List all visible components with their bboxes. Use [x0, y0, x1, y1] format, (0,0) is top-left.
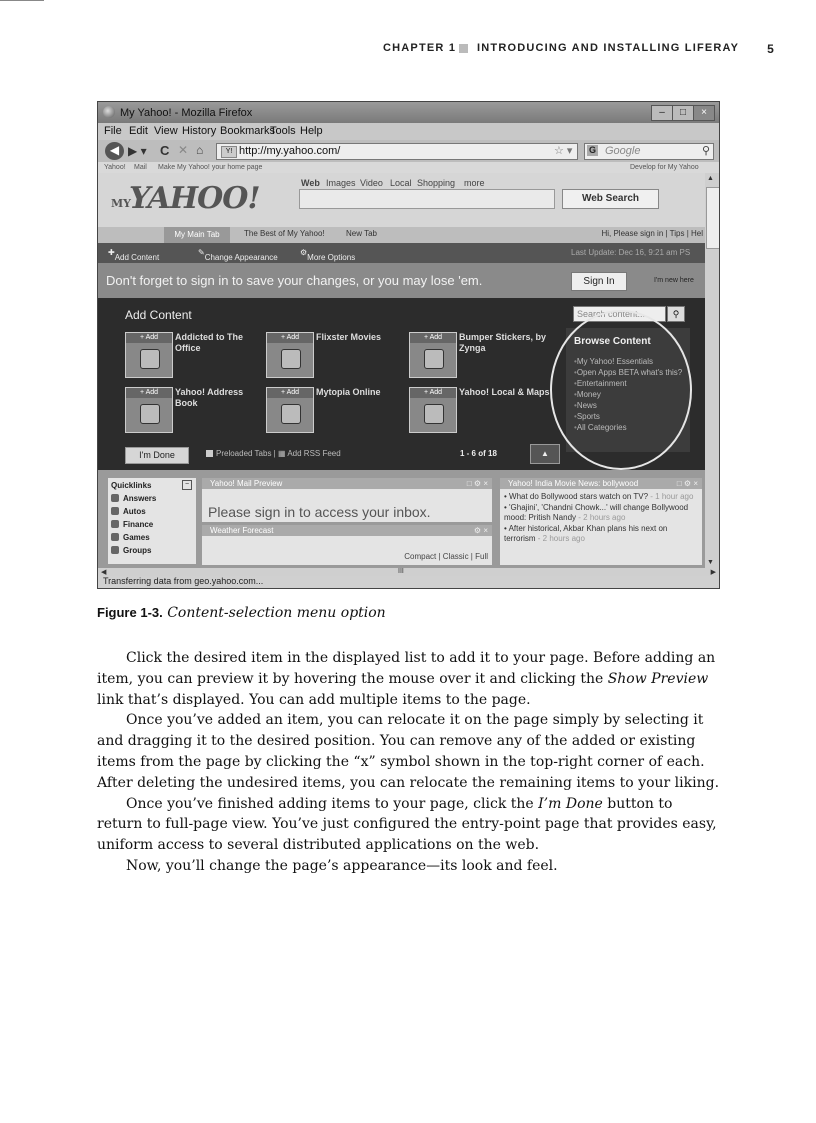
answers-icon: [111, 494, 119, 502]
browse-item[interactable]: • News: [574, 400, 682, 411]
sign-in-button[interactable]: Sign In: [571, 272, 627, 291]
module-title: Weather Forecast: [210, 526, 274, 535]
minimize-icon[interactable]: –: [651, 105, 673, 121]
search-tab-local[interactable]: Local: [390, 178, 412, 188]
bookmark-star-icon[interactable]: ☆ ▾: [554, 145, 573, 157]
news-headline[interactable]: 'Ghajini', 'Chandni Chowk...' will change Bollywood mood: Pritish Nandy: [504, 503, 689, 522]
panel-options: Preloaded Tabs | ▦ Add RSS Feed: [206, 449, 341, 458]
map-icon: [424, 404, 444, 424]
next-page-icon[interactable]: ▲: [530, 444, 560, 464]
highlight-circle: [550, 310, 692, 470]
item-thumbnail[interactable]: [266, 387, 314, 433]
preloaded-tabs-label[interactable]: Preloaded Tabs: [216, 449, 272, 458]
add-content-label: Add Content: [114, 253, 160, 262]
content-item[interactable]: [409, 387, 549, 433]
window-titlebar: [98, 102, 719, 123]
search-tab-more[interactable]: more: [464, 178, 485, 188]
body-text: [97, 648, 719, 877]
magnifier-icon[interactable]: ⚲: [701, 145, 710, 157]
module-controls[interactable]: □ ⚙ ×: [676, 479, 698, 488]
module-header[interactable]: [202, 525, 492, 536]
quicklink-item[interactable]: [111, 505, 156, 518]
logo-my: MY: [111, 197, 132, 210]
sticker-icon: [424, 349, 444, 369]
link-develop[interactable]: Develop for My Yahoo: [630, 164, 699, 171]
item-name[interactable]: Addicted to The Office: [175, 332, 243, 353]
news-time: - 2 hours ago: [537, 534, 585, 543]
search-engine-box[interactable]: [584, 143, 714, 160]
search-engine-placeholder[interactable]: Google: [605, 145, 641, 157]
menu-bookmarks[interactable]: Bookmarks: [220, 125, 276, 137]
quicklinks-module: [108, 478, 196, 564]
tv-icon: [140, 349, 160, 369]
page-toolbar: [98, 243, 705, 263]
quicklink-item[interactable]: [111, 492, 156, 505]
search-icon[interactable]: ⚲: [667, 306, 685, 322]
content-item[interactable]: [125, 387, 265, 433]
news-item[interactable]: • 'Ghajini', 'Chandni Chowk...' will change Bollywood mood: Pritish Nandy - 2 hours ago: [504, 503, 689, 522]
horizontal-scrollbar[interactable]: [98, 568, 719, 576]
window-controls: [651, 105, 715, 120]
header-separator-square: [459, 44, 468, 53]
browse-item[interactable]: • All Categories: [574, 422, 682, 433]
paragraph-text: Once you’ve finished adding items to your page, click the: [126, 795, 539, 812]
tab-my-main[interactable]: My Main Tab: [164, 227, 230, 243]
sign-in-banner: [98, 263, 705, 298]
close-icon[interactable]: ×: [693, 105, 715, 121]
more-options-label: More Options: [307, 253, 356, 262]
content-item[interactable]: [125, 332, 265, 378]
status-bar: [98, 576, 719, 588]
quicklink-label: Groups: [123, 546, 152, 555]
add-rss-link[interactable]: Add RSS Feed: [287, 449, 341, 458]
logo-yahoo: YAHOO!: [129, 181, 260, 216]
search-tab-images[interactable]: Images: [326, 178, 356, 188]
paragraph: Now, you’ll change the page’s appearance—its look and feel.: [126, 857, 558, 874]
item-thumbnail[interactable]: [409, 387, 457, 433]
quicklinks-title: Quicklinks: [111, 481, 152, 490]
module-title: Yahoo! Mail Preview: [210, 479, 283, 488]
module-controls[interactable]: □ ⚙ ×: [466, 479, 488, 488]
menu-tools[interactable]: Tools: [270, 125, 296, 137]
news-item[interactable]: • After historical, Akbar Khan plans his next on terrorism - 2 hours ago: [504, 524, 668, 543]
content-search-input[interactable]: Search content...: [573, 306, 666, 322]
back-arrow-icon[interactable]: ◀: [105, 142, 124, 160]
view-mode-links[interactable]: Compact | Classic | Full: [404, 552, 488, 561]
last-update: Last Update: Dec 16, 9:21 am PS: [571, 248, 691, 257]
search-tab-video[interactable]: Video: [360, 178, 383, 188]
browse-item[interactable]: • My Yahoo! Essentials: [574, 356, 682, 367]
popcorn-icon: [281, 349, 301, 369]
site-favicon: Y!: [221, 146, 237, 158]
module-header[interactable]: [500, 478, 702, 489]
browse-content-title: Browse Content: [574, 336, 651, 347]
firefox-icon: [103, 106, 115, 118]
figure-label: Figure 1-3.: [97, 605, 163, 620]
add-item-button[interactable]: + Add: [267, 388, 313, 398]
address-book-icon: [140, 404, 160, 424]
scroll-down-icon[interactable]: ▼: [707, 559, 714, 566]
quicklink-label: Games: [123, 533, 150, 542]
chapter-label: CHAPTER 1: [383, 42, 457, 54]
menu-bar: [98, 123, 719, 140]
scroll-right-icon[interactable]: ▶: [710, 569, 716, 576]
content-item[interactable]: [266, 332, 406, 378]
page-tabs: [98, 227, 705, 243]
quicklink-item[interactable]: [111, 544, 156, 557]
browse-item[interactable]: • Money: [574, 389, 682, 400]
item-name[interactable]: Flixster Movies: [316, 332, 382, 342]
scrollbar-thumb[interactable]: [706, 187, 720, 249]
games-icon: [111, 533, 119, 541]
menu-file[interactable]: File: [104, 125, 122, 137]
autos-icon: [111, 507, 119, 515]
add-item-button[interactable]: + Add: [410, 333, 456, 343]
groups-icon: [111, 546, 119, 554]
paragraph: Once you’ve added an item, you can relocate it on the page simply by selecting it and dragging it to the desired position. You can remove any of the added or existing items from the page by clicking the “x” symbol shown in the top-right corner of each. After deleting the undesired items, you can relocate the remaining items to your liking.: [97, 712, 720, 791]
scroll-up-icon[interactable]: ▲: [707, 175, 714, 182]
module-controls[interactable]: ⚙ ×: [473, 526, 488, 535]
add-item-button[interactable]: + Add: [410, 388, 456, 398]
menu-edit[interactable]: Edit: [129, 125, 148, 137]
add-content-button[interactable]: ✚ Add Content: [108, 248, 160, 262]
page-corner-rule: [0, 0, 44, 1]
url-text[interactable]: http://my.yahoo.com/: [239, 145, 341, 157]
change-appearance-button[interactable]: ✎ Change Appearance: [198, 248, 278, 262]
mail-sign-in-message: Please sign in to access your inbox.: [208, 504, 431, 520]
quicklink-label: Autos: [123, 507, 146, 516]
item-thumbnail[interactable]: [125, 387, 173, 433]
modules-area: [98, 470, 705, 568]
show-preview-term: Show Preview: [607, 670, 709, 687]
section-title: INTRODUCING AND INSTALLING LIFERAY: [477, 42, 740, 54]
module-title: Yahoo! India Movie News: bollywood: [508, 479, 639, 488]
figure-screenshot: [97, 101, 720, 589]
menu-history[interactable]: History: [182, 125, 217, 137]
preloaded-tabs-checkbox[interactable]: [206, 450, 213, 457]
item-name[interactable]: Yahoo! Local & Maps: [459, 387, 550, 397]
vertical-scrollbar[interactable]: [705, 173, 719, 568]
link-yahoo[interactable]: Yahoo!: [104, 164, 126, 171]
quicklink-label: Finance: [123, 520, 154, 529]
quicklink-item[interactable]: [111, 518, 156, 531]
results-count: 1 - 6 of 18: [460, 449, 497, 458]
quicklink-item[interactable]: [111, 531, 156, 544]
item-name[interactable]: Bumper Stickers, by Zynga: [459, 332, 547, 353]
menu-view[interactable]: View: [154, 125, 178, 137]
stop-icon[interactable]: ✕: [178, 143, 189, 157]
status-text: Transferring data from geo.yahoo.com...: [103, 576, 264, 586]
item-name[interactable]: Yahoo! Address Book: [175, 387, 244, 408]
google-icon[interactable]: G: [588, 145, 596, 155]
window-title: My Yahoo! - Mozilla Firefox: [120, 107, 253, 119]
module-header[interactable]: [202, 478, 492, 489]
im-done-term: I’m Done: [538, 795, 603, 812]
running-header: [383, 42, 775, 58]
yahoo-search-input[interactable]: [299, 189, 555, 209]
mytopia-icon: [281, 404, 301, 424]
tab-best-of[interactable]: The Best of My Yahoo!: [244, 229, 325, 238]
reload-icon[interactable]: C: [160, 143, 170, 158]
news-time: - 2 hours ago: [578, 513, 626, 522]
rss-icon: ▦: [277, 449, 286, 458]
weather-module: [202, 525, 492, 565]
search-tab-web[interactable]: Web: [301, 178, 320, 188]
news-time: - 1 hour ago: [650, 492, 694, 501]
content-item[interactable]: [266, 387, 406, 433]
item-thumbnail[interactable]: [409, 332, 457, 378]
scroll-left-icon[interactable]: ◀: [101, 569, 107, 576]
web-search-button[interactable]: Web Search: [562, 189, 659, 209]
im-done-button[interactable]: I'm Done: [125, 447, 189, 464]
navigation-toolbar: [98, 140, 719, 162]
content-item[interactable]: [409, 332, 549, 378]
browse-item[interactable]: • Sports: [574, 411, 682, 422]
add-content-panel: [98, 298, 705, 470]
news-headline[interactable]: After historical, Akbar Khan plans his next on terrorism: [504, 524, 668, 543]
figure-caption-text: Content-selection menu option: [167, 605, 386, 621]
change-appearance-label: Change Appearance: [204, 253, 278, 262]
search-tab-shopping[interactable]: Shopping: [417, 178, 456, 188]
mail-preview-module: [202, 478, 492, 522]
paragraph-text: Click the desired item in the displayed list to add it to your page. Before adding an item, you can preview it by hovering the mouse over it and clicking the: [97, 650, 716, 687]
sign-in-tips-links[interactable]: Hi, Please sign in | Tips | Hel: [601, 229, 703, 238]
link-make-home[interactable]: Make My Yahoo! your home page: [158, 164, 263, 171]
scroll-grip[interactable]: III: [398, 568, 404, 575]
browse-item[interactable]: • Entertainment: [574, 378, 682, 389]
add-item-button[interactable]: + Add: [267, 333, 313, 343]
new-here-link[interactable]: I'm new here: [654, 277, 694, 284]
home-icon[interactable]: ⌂: [196, 143, 204, 157]
address-bar[interactable]: [216, 143, 578, 160]
figure-caption: [97, 605, 737, 621]
add-content-title: Add Content: [125, 308, 192, 322]
news-item[interactable]: • What do Bollywood stars watch on TV? - 1 hour ago: [504, 492, 694, 501]
finance-icon: [111, 520, 119, 528]
maximize-icon[interactable]: □: [672, 105, 694, 121]
yahoo-top-links: [98, 162, 719, 173]
link-mail[interactable]: Mail: [134, 164, 147, 171]
paragraph-text: button to return to full-page view. You’ve just configured the entry-point page that provides easy, uniform access to several distributed applications on the web.: [97, 795, 717, 854]
paragraph-text: link that’s displayed. You can add multiple items to the page.: [97, 691, 531, 708]
banner-message: Don't forget to sign in to save your changes, or you may lose 'em.: [106, 273, 483, 288]
add-item-button[interactable]: + Add: [126, 333, 172, 343]
quicklink-label: Answers: [123, 494, 157, 503]
item-name[interactable]: Mytopia Online: [316, 387, 381, 397]
add-item-button[interactable]: + Add: [126, 388, 172, 398]
menu-help[interactable]: Help: [300, 125, 323, 137]
browse-item[interactable]: • Open Apps BETA what's this?: [574, 367, 682, 378]
paragraph: [97, 794, 719, 856]
page-number: 5: [767, 42, 775, 56]
news-headline[interactable]: What do Bollywood stars watch on TV?: [509, 492, 649, 501]
news-module: [500, 478, 702, 565]
paragraph: [97, 648, 719, 710]
item-thumbnail[interactable]: [266, 332, 314, 378]
collapse-icon[interactable]: −: [182, 480, 192, 490]
item-thumbnail[interactable]: [125, 332, 173, 378]
forward-arrow-icon[interactable]: ▶ ▾: [128, 144, 147, 158]
yahoo-header: [98, 173, 705, 227]
tab-new[interactable]: New Tab: [346, 229, 377, 238]
more-options-button[interactable]: ⚙ More Options: [300, 248, 356, 262]
